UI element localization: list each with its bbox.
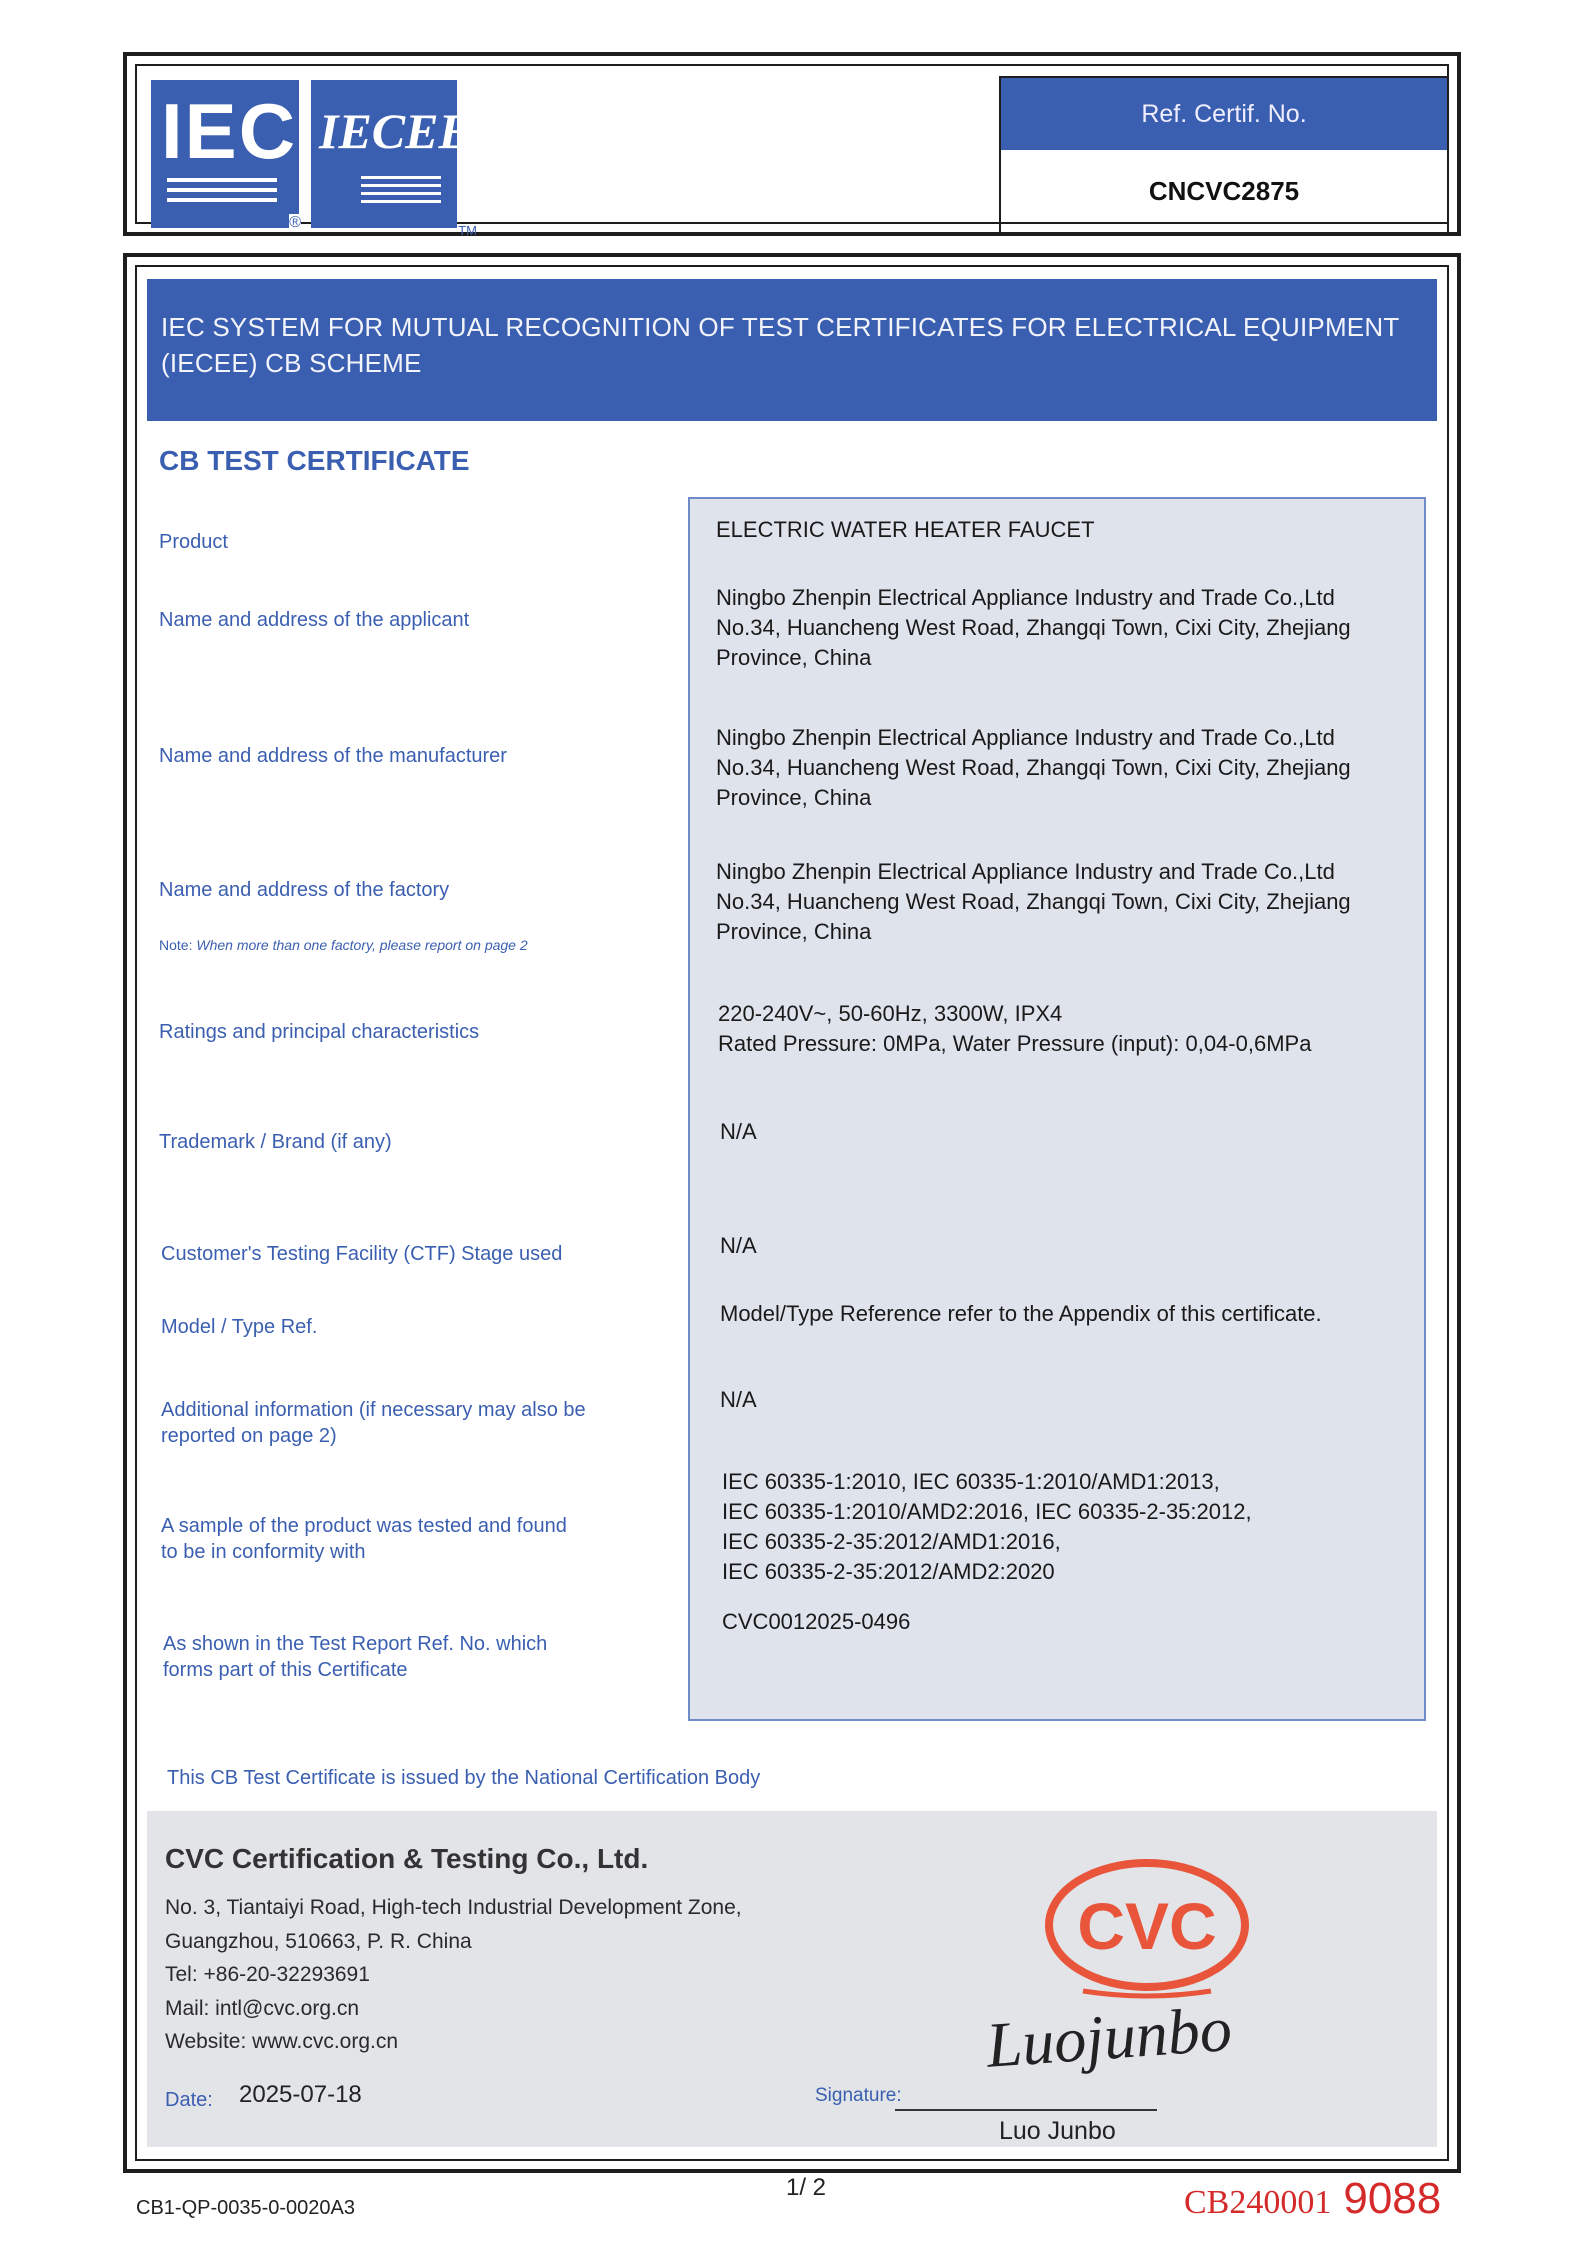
issuer-address [165,1891,742,2059]
label-additional-info-line-1: Additional information (if necessary may also be [161,1399,586,1421]
value-factory-line-2: No.34, Huancheng West Road, Zhangqi Town, Cixi City, Zhejiang [716,889,1351,914]
label-conformity [161,1513,567,1565]
certificate-inner [135,265,1449,2161]
value-ctf-stage [720,1231,757,1261]
form-code: CB1-QP-0035-0-0020A3 [136,2197,356,2219]
value-conformity-line-4: IEC 60335-2-35:2012/AMD2:2020 [722,1559,1055,1584]
value-ratings-line-1: 220-240V~, 50-60Hz, 3300W, IPX4 [718,1001,1063,1026]
iecee-logo [311,80,477,238]
value-applicant-line-1: Ningbo Zhenpin Electrical Appliance Industry and Trade Co.,Ltd [716,585,1335,610]
iec-logo-lines [167,178,277,208]
value-manufacturer-line-1: Ningbo Zhenpin Electrical Appliance Industry and Trade Co.,Ltd [716,725,1335,750]
page-number: 1/ 2 [786,2174,827,2201]
logo-area [151,80,477,238]
trademark-mark: TM [458,223,477,238]
ref-label: Ref. Certif. No. [1001,78,1447,150]
header-frame [123,52,1461,236]
label-ratings: Ratings and principal characteristics [159,1021,480,1043]
label-test-report [163,1631,547,1683]
signature-line [895,2109,1157,2111]
banner-text [161,309,1427,381]
value-factory-line-1: Ningbo Zhenpin Electrical Appliance Industry and Trade Co.,Ltd [716,859,1335,884]
ref-number: CNCVC2875 [1148,175,1300,206]
banner-line-1: IEC SYSTEM FOR MUTUAL RECOGNITION OF TEST CERTIFICATES FOR ELECTRICAL EQUIPMENT [161,312,1400,342]
signatory-name: Luo Junbo [999,2117,1116,2145]
note-prefix: Note: [159,937,193,953]
issued-by-statement: This CB Test Certificate is issued by the National Certification Body [167,1767,761,1789]
serial-prefix: CB240001 [1184,2184,1332,2221]
serial-number [1184,2174,1441,2224]
value-additional-info-line: N/A [720,1387,757,1412]
value-applicant [716,583,1351,673]
iec-logo [151,80,301,231]
issue-date: 2025-07-18 [239,2081,362,2108]
value-factory [716,857,1351,947]
label-factory: Name and address of the factory [159,879,450,901]
value-factory-line-3: Province, China [716,919,872,944]
values-box [688,497,1426,1721]
iecee-logo-lines [361,176,441,208]
label-test-report-line-1: As shown in the Test Report Ref. No. which [163,1633,548,1655]
value-ratings [718,999,1311,1059]
label-applicant: Name and address of the applicant [159,609,470,631]
cvc-logo-text: CVC [1077,1889,1217,1963]
registered-mark: ® [289,214,301,231]
label-test-report-line-2: forms part of this Certificate [163,1659,408,1681]
date-label: Date: [165,2089,213,2111]
value-additional-info [720,1385,757,1415]
value-test-report-line: CVC0012025-0496 [722,1609,911,1634]
value-product [716,515,1095,545]
value-applicant-line-3: Province, China [716,645,872,670]
scheme-banner [147,279,1437,421]
value-conformity [722,1467,1252,1587]
factory-note [159,937,528,953]
value-manufacturer-line-3: Province, China [716,785,872,810]
issuer-address-line-1: No. 3, Tiantaiyi Road, High-tech Industrial Development Zone, [165,1896,742,1919]
signature-handwriting: Luojunbo [984,1992,1231,2081]
label-manufacturer: Name and address of the manufacturer [159,745,507,767]
value-applicant-line-2: No.34, Huancheng West Road, Zhangqi Town, Cixi City, Zhejiang [716,615,1351,640]
header-inner [135,64,1449,238]
value-product-line: ELECTRIC WATER HEATER FAUCET [716,517,1095,542]
label-conformity-line-1: A sample of the product was tested and found [161,1515,567,1537]
label-additional-info-line-2: reported on page 2) [161,1425,337,1447]
iecee-logo-text: IECEE [319,103,472,159]
banner-line-2: (IECEE) CB SCHEME [161,348,422,378]
issuer-website: Website: www.cvc.org.cn [165,2030,399,2053]
issuer-phone: Tel: +86-20-32293691 [165,1963,370,1986]
value-test-report [722,1607,910,1637]
label-ctf-stage: Customer's Testing Facility (CTF) Stage used [161,1243,563,1265]
issuer-address-line-2: Guangzhou, 510663, P. R. China [165,1929,472,1953]
value-ratings-line-2: Rated Pressure: 0MPa, Water Pressure (input): 0,04-0,6MPa [718,1031,1312,1056]
ref-certificate-box [999,76,1449,234]
serial-suffix: 9088 [1343,2174,1442,2223]
value-manufacturer-line-2: No.34, Huancheng West Road, Zhangqi Town, Cixi City, Zhejiang [716,755,1351,780]
label-product: Product [159,531,228,553]
value-manufacturer [716,723,1351,813]
value-conformity-line-2: IEC 60335-1:2010/AMD2:2016, IEC 60335-2-35:2012, [722,1499,1252,1524]
value-model-type-line: Model/Type Reference refer to the Appendix of this certificate. [720,1301,1322,1326]
certificate-frame [123,253,1461,2173]
issuer-name: CVC Certification & Testing Co., Ltd. [165,1843,649,1874]
value-conformity-line-3: IEC 60335-2-35:2012/AMD1:2016, [722,1529,1061,1554]
value-model-type [720,1299,1322,1329]
iec-logo-text: IEC [161,87,298,175]
value-ctf-stage-line: N/A [720,1233,757,1258]
value-trademark [720,1117,757,1147]
value-trademark-line: N/A [720,1119,757,1144]
note-text: When more than one factory, please report on page 2 [196,937,528,953]
certificate-title: CB TEST CERTIFICATE [159,445,470,476]
signature-label: Signature: [815,2085,902,2106]
issuer-section [147,1811,1437,2147]
value-conformity-line-1: IEC 60335-1:2010, IEC 60335-1:2010/AMD1:2013, [722,1469,1220,1494]
issuer-email: Mail: intl@cvc.org.cn [165,1996,360,2020]
label-conformity-line-2: to be in conformity with [161,1541,366,1563]
label-model-type: Model / Type Ref. [161,1316,318,1338]
signature-image [981,1967,1231,2097]
label-trademark: Trademark / Brand (if any) [159,1131,392,1153]
label-additional-info [161,1397,586,1449]
